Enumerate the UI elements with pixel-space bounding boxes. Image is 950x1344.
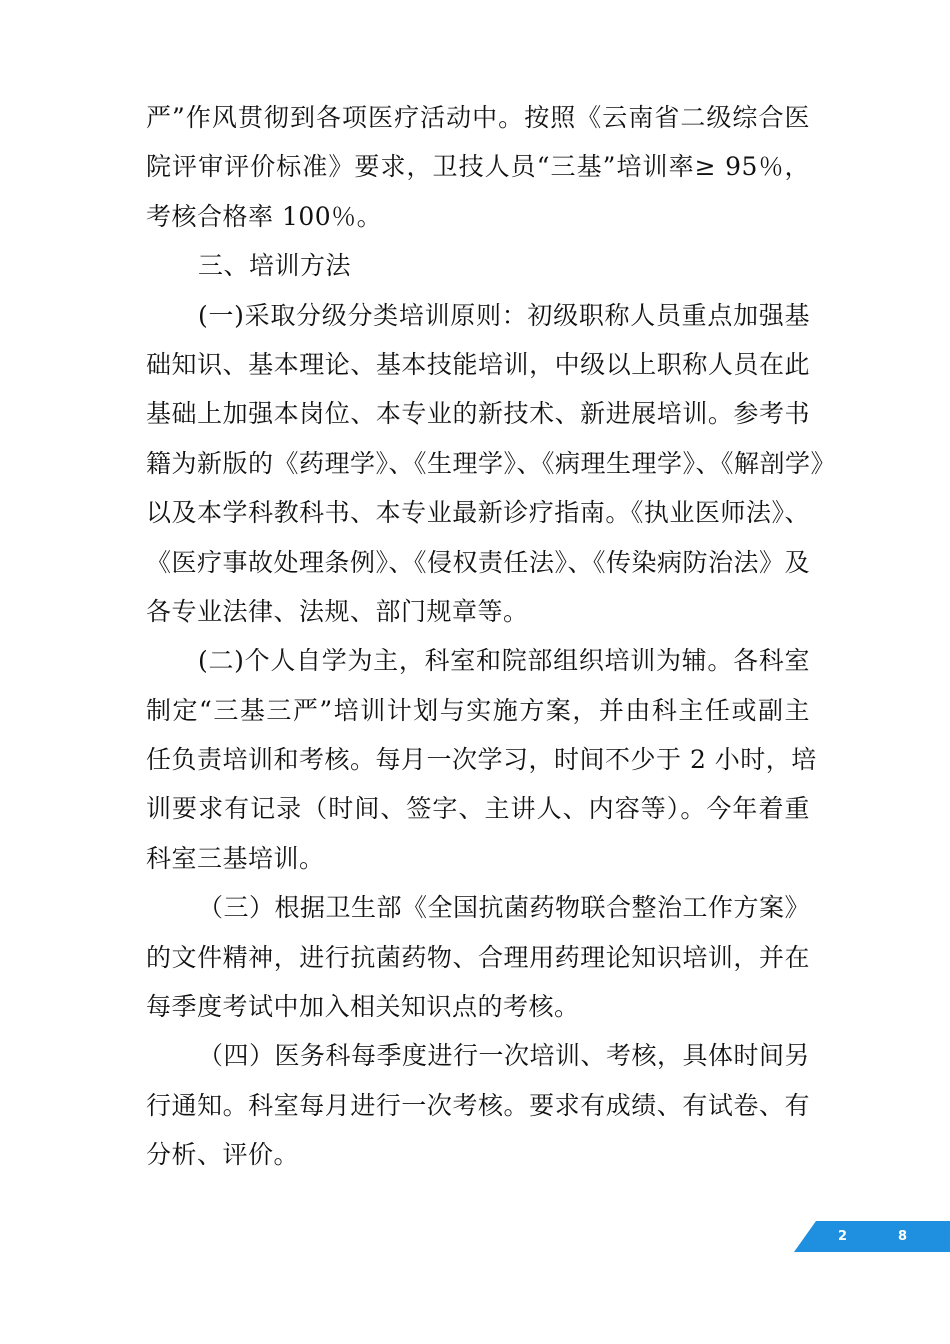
text-line: 基础上加强本岗位、本专业的新技术、新进展培训。参考书 [146, 399, 810, 429]
text-line: 以及本学科教科书、本专业最新诊疗指南。《执业医师法》、 [146, 498, 810, 528]
text-line: 每季度考试中加入相关知识点的考核。 [146, 992, 580, 1022]
paragraph-start: （四）医务科每季度进行一次培训、考核，具体时间另 [198, 1041, 811, 1071]
page-badge-background [794, 1221, 950, 1252]
text-line: 严”作风贯彻到各项医疗活动中。按照《云南省二级综合医 [146, 103, 810, 132]
document-body [146, 93, 837, 1180]
text-line: 任负责培训和考核。每月一次学习，时间不少于 2 小时，培 [146, 745, 817, 775]
text-line: 制定“三基三严”培训计划与实施方案，并由科主任或副主 [146, 695, 810, 725]
page-badge-shape [794, 1221, 950, 1252]
text-line: 考核合格率 100％。 [146, 201, 383, 231]
text-line: 分析、评价。 [146, 1140, 300, 1170]
text-line: 础知识、基本理论、基本技能培训，中级以上职称人员在此 [146, 349, 810, 379]
page-number-badge [794, 1221, 950, 1252]
page-total-number: 8 [898, 1229, 908, 1244]
paragraph-start: （三）根据卫生部《全国抗菌药物联合整治工作方案》 [198, 893, 811, 923]
text-line: 《医疗事故处理条例》、《侵权责任法》、《传染病防治法》及 [146, 547, 811, 577]
text-line: 籍为新版的《药理学》、《生理学》、《病理生理学》、《解剖学》 [146, 448, 837, 478]
text-line: 的文件精神，进行抗菌药物、合理用药理论知识培训，并在 [146, 942, 810, 972]
text-line: 各专业法律、法规、部门规章等。 [146, 596, 529, 626]
paragraph-start: (一)采取分级分类培训原则：初级职称人员重点加强基 [198, 300, 810, 330]
page-current-number: 2 [838, 1229, 848, 1244]
paragraph-start: (二)个人自学为主，科室和院部组织培训为辅。各科室 [198, 646, 810, 676]
text-line: 训要求有记录（时间、签字、主讲人、内容等）。今年着重 [146, 794, 810, 824]
text-line: 科室三基培训。 [146, 843, 325, 873]
text-line: 院评审评价标准》要求，卫技人员“三基”培训率≥ 95％， [146, 152, 810, 182]
text-line: 行通知。科室每月进行一次考核。要求有成绩、有试卷、有 [146, 1090, 810, 1120]
section-heading: 三、培训方法 [198, 251, 352, 281]
